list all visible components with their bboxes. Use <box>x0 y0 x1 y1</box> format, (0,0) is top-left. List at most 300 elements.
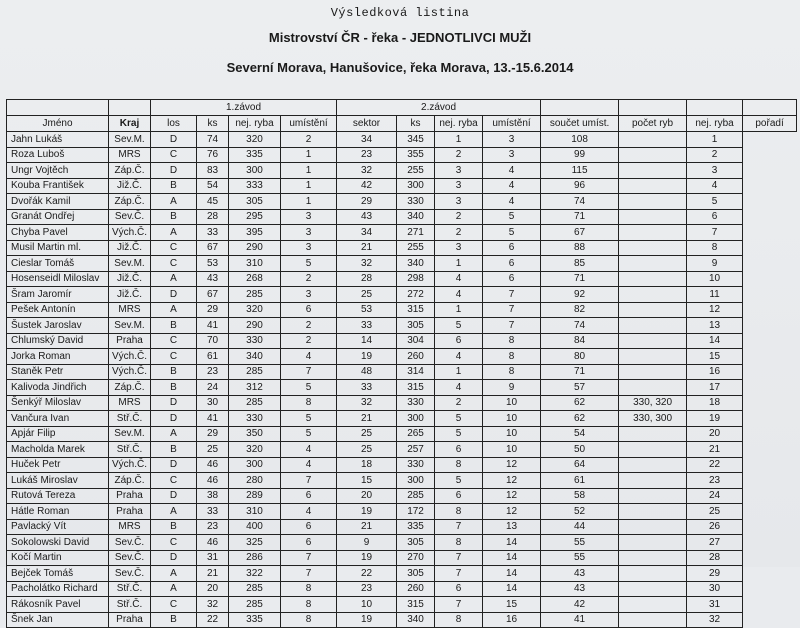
column-header-r1-place: umístění <box>281 116 337 132</box>
cell-r1-best: 289 <box>229 488 281 504</box>
cell-name: Šram Jaromír <box>7 287 109 303</box>
cell-name: Hosenseidl Miloslav <box>7 271 109 287</box>
column-header-r2-best: nej. ryba <box>435 116 483 132</box>
cell-r2-count: 260 <box>397 349 435 365</box>
cell-region: Sev.Č. <box>109 209 151 225</box>
table-row <box>7 395 797 411</box>
cell-r2-sector: 10 <box>337 597 397 613</box>
table-row <box>7 287 797 303</box>
cell-r1-count: 74 <box>197 132 229 148</box>
column-header-name: Jméno <box>7 116 109 132</box>
cell-r1-count: 38 <box>197 488 229 504</box>
cell-fish-count <box>619 457 687 473</box>
cell-best-fish: 13 <box>687 318 743 334</box>
table-row <box>7 612 797 628</box>
cell-region: Záp.Č. <box>109 380 151 396</box>
header-spacer <box>619 100 687 116</box>
cell-fish-count <box>619 473 687 489</box>
cell-r1-best: 290 <box>229 318 281 334</box>
cell-region: Již.Č. <box>109 178 151 194</box>
cell-r1-draw: B <box>151 209 197 225</box>
cell-r2-sector: 48 <box>337 364 397 380</box>
cell-sum: 71 <box>541 209 619 225</box>
cell-r2-place: 3 <box>483 132 541 148</box>
cell-r1-place: 6 <box>281 302 337 318</box>
cell-best-fish: 10 <box>687 271 743 287</box>
cell-r2-count: 340 <box>397 209 435 225</box>
cell-r2-count: 300 <box>397 473 435 489</box>
cell-fish-count <box>619 597 687 613</box>
cell-r1-place: 1 <box>281 178 337 194</box>
cell-best-fish: 6 <box>687 209 743 225</box>
cell-name: Pešek Antonín <box>7 302 109 318</box>
cell-sum: 62 <box>541 411 619 427</box>
cell-r2-place: 12 <box>483 504 541 520</box>
cell-r1-place: 4 <box>281 504 337 520</box>
cell-r2-place: 14 <box>483 535 541 551</box>
cell-best-fish: 1 <box>687 132 743 148</box>
cell-r1-place: 2 <box>281 318 337 334</box>
cell-r2-place: 8 <box>483 349 541 365</box>
table-row <box>7 566 797 582</box>
cell-name: Kalivoda Jindřich <box>7 380 109 396</box>
cell-sum: 44 <box>541 519 619 535</box>
column-header-best-fish: nej. ryba <box>687 116 743 132</box>
cell-r2-sector: 32 <box>337 163 397 179</box>
column-header-r1-draw: los <box>151 116 197 132</box>
cell-sum: 41 <box>541 612 619 628</box>
cell-r2-sector: 9 <box>337 535 397 551</box>
cell-sum: 52 <box>541 504 619 520</box>
cell-fish-count <box>619 380 687 396</box>
cell-best-fish: 30 <box>687 581 743 597</box>
cell-fish-count <box>619 256 687 272</box>
cell-r1-count: 41 <box>197 318 229 334</box>
cell-r1-best: 400 <box>229 519 281 535</box>
cell-best-fish: 2 <box>687 147 743 163</box>
cell-name: Dvořák Kamil <box>7 194 109 210</box>
cell-r1-count: 33 <box>197 504 229 520</box>
cell-r1-place: 6 <box>281 519 337 535</box>
cell-r2-count: 305 <box>397 535 435 551</box>
cell-r2-place: 12 <box>483 457 541 473</box>
cell-r1-best: 285 <box>229 395 281 411</box>
cell-region: Sev.M. <box>109 426 151 442</box>
group-header-round1: 1.závod <box>151 100 337 116</box>
cell-r2-best: 5 <box>435 411 483 427</box>
cell-r2-sector: 19 <box>337 550 397 566</box>
cell-best-fish: 29 <box>687 566 743 582</box>
cell-region: MRS <box>109 519 151 535</box>
cell-fish-count <box>619 535 687 551</box>
cell-r1-count: 46 <box>197 535 229 551</box>
cell-r1-best: 335 <box>229 612 281 628</box>
cell-region: Sev.M. <box>109 318 151 334</box>
cell-region: Stř.Č. <box>109 442 151 458</box>
cell-r2-place: 14 <box>483 550 541 566</box>
cell-r1-best: 290 <box>229 240 281 256</box>
cell-r2-best: 3 <box>435 240 483 256</box>
header-spacer <box>743 100 797 116</box>
cell-region: Sev.M. <box>109 132 151 148</box>
cell-name: Rutová Tereza <box>7 488 109 504</box>
cell-fish-count <box>619 612 687 628</box>
cell-r1-count: 67 <box>197 287 229 303</box>
cell-r1-draw: D <box>151 411 197 427</box>
cell-best-fish: 27 <box>687 535 743 551</box>
cell-r1-place: 6 <box>281 488 337 504</box>
cell-fish-count <box>619 163 687 179</box>
cell-name: Pavlacký Vít <box>7 519 109 535</box>
cell-r2-best: 2 <box>435 395 483 411</box>
cell-r1-place: 2 <box>281 132 337 148</box>
table-row <box>7 147 797 163</box>
cell-fish-count <box>619 581 687 597</box>
cell-region: Stř.Č. <box>109 581 151 597</box>
column-header-r2-place: umístění <box>483 116 541 132</box>
cell-r2-place: 7 <box>483 318 541 334</box>
document-subtitle: Mistrovství ČR - řeka - JEDNOTLIVCI MUŽI <box>268 30 532 45</box>
cell-r2-place: 14 <box>483 581 541 597</box>
cell-sum: 67 <box>541 225 619 241</box>
cell-r2-sector: 32 <box>337 395 397 411</box>
cell-r2-place: 6 <box>483 240 541 256</box>
cell-r2-place: 9 <box>483 380 541 396</box>
cell-r1-count: 29 <box>197 302 229 318</box>
cell-r1-draw: D <box>151 132 197 148</box>
cell-region: MRS <box>109 302 151 318</box>
cell-r1-best: 322 <box>229 566 281 582</box>
cell-name: Chyba Pavel <box>7 225 109 241</box>
cell-r2-place: 6 <box>483 271 541 287</box>
cell-r2-place: 7 <box>483 287 541 303</box>
column-header-r1-best: nej. ryba <box>229 116 281 132</box>
cell-r1-draw: A <box>151 302 197 318</box>
header-spacer <box>687 100 743 116</box>
cell-name: Cieslar Tomáš <box>7 256 109 272</box>
cell-r2-place: 3 <box>483 147 541 163</box>
cell-r1-count: 33 <box>197 225 229 241</box>
cell-r2-count: 304 <box>397 333 435 349</box>
cell-r1-count: 20 <box>197 581 229 597</box>
cell-fish-count <box>619 209 687 225</box>
cell-r2-sector: 18 <box>337 457 397 473</box>
document-venue: Severní Morava, Hanušovice, řeka Morava, 13.-15.6.2014 <box>226 60 574 75</box>
cell-r1-best: 268 <box>229 271 281 287</box>
cell-r1-draw: D <box>151 550 197 566</box>
cell-r2-best: 7 <box>435 597 483 613</box>
cell-r2-count: 315 <box>397 302 435 318</box>
cell-name: Apjár Filip <box>7 426 109 442</box>
cell-r2-count: 355 <box>397 147 435 163</box>
cell-sum: 80 <box>541 349 619 365</box>
table-row <box>7 349 797 365</box>
cell-r1-best: 333 <box>229 178 281 194</box>
cell-best-fish: 3 <box>687 163 743 179</box>
cell-fish-count <box>619 132 687 148</box>
cell-r2-place: 10 <box>483 395 541 411</box>
cell-fish-count <box>619 194 687 210</box>
cell-r1-count: 70 <box>197 333 229 349</box>
cell-best-fish: 7 <box>687 225 743 241</box>
cell-r1-place: 7 <box>281 364 337 380</box>
cell-r1-draw: D <box>151 395 197 411</box>
cell-region: Již.Č. <box>109 240 151 256</box>
cell-sum: 55 <box>541 550 619 566</box>
cell-r1-draw: C <box>151 333 197 349</box>
cell-r2-best: 2 <box>435 225 483 241</box>
cell-r1-place: 8 <box>281 597 337 613</box>
cell-r1-place: 8 <box>281 612 337 628</box>
cell-sum: 74 <box>541 194 619 210</box>
cell-r1-draw: A <box>151 581 197 597</box>
cell-r1-best: 312 <box>229 380 281 396</box>
cell-r1-place: 7 <box>281 566 337 582</box>
cell-r2-place: 6 <box>483 256 541 272</box>
cell-region: Sev.Č. <box>109 535 151 551</box>
cell-best-fish: 5 <box>687 194 743 210</box>
cell-sum: 92 <box>541 287 619 303</box>
cell-r1-count: 25 <box>197 442 229 458</box>
cell-region: Sev.Č. <box>109 566 151 582</box>
cell-r2-sector: 19 <box>337 349 397 365</box>
cell-r2-count: 265 <box>397 426 435 442</box>
cell-r1-place: 3 <box>281 225 337 241</box>
cell-name: Bejček Tomáš <box>7 566 109 582</box>
cell-sum: 82 <box>541 302 619 318</box>
cell-sum: 85 <box>541 256 619 272</box>
table-row <box>7 597 797 613</box>
cell-r1-place: 3 <box>281 209 337 225</box>
cell-sum: 108 <box>541 132 619 148</box>
cell-region: MRS <box>109 395 151 411</box>
cell-r2-count: 305 <box>397 566 435 582</box>
cell-r1-draw: C <box>151 240 197 256</box>
results-table-body <box>7 132 797 628</box>
cell-r1-draw: D <box>151 457 197 473</box>
cell-r1-place: 2 <box>281 333 337 349</box>
cell-r1-best: 300 <box>229 163 281 179</box>
cell-r2-count: 330 <box>397 457 435 473</box>
cell-sum: 96 <box>541 178 619 194</box>
cell-r1-draw: D <box>151 287 197 303</box>
cell-r2-sector: 53 <box>337 302 397 318</box>
cell-best-fish: 23 <box>687 473 743 489</box>
cell-r2-place: 12 <box>483 473 541 489</box>
cell-r2-count: 255 <box>397 240 435 256</box>
cell-r2-place: 8 <box>483 364 541 380</box>
cell-best-fish: 15 <box>687 349 743 365</box>
cell-region: Praha <box>109 504 151 520</box>
cell-r1-best: 285 <box>229 364 281 380</box>
cell-r1-draw: C <box>151 147 197 163</box>
cell-r1-draw: B <box>151 364 197 380</box>
table-row <box>7 333 797 349</box>
cell-name: Macholda Marek <box>7 442 109 458</box>
table-row <box>7 426 797 442</box>
cell-name: Staněk Petr <box>7 364 109 380</box>
cell-r1-best: 310 <box>229 256 281 272</box>
cell-r1-place: 7 <box>281 550 337 566</box>
column-header-r2-sector: sektor <box>337 116 397 132</box>
cell-r2-sector: 19 <box>337 612 397 628</box>
cell-r2-best: 3 <box>435 178 483 194</box>
cell-r2-best: 6 <box>435 581 483 597</box>
cell-r2-count: 330 <box>397 395 435 411</box>
cell-fish-count <box>619 271 687 287</box>
cell-region: Vých.Č. <box>109 225 151 241</box>
cell-r2-sector: 43 <box>337 209 397 225</box>
cell-r2-sector: 34 <box>337 132 397 148</box>
column-header-region: Kraj <box>109 116 151 132</box>
table-row <box>7 411 797 427</box>
cell-name: Lukáš Miroslav <box>7 473 109 489</box>
cell-region: Vých.Č. <box>109 349 151 365</box>
cell-r1-place: 2 <box>281 271 337 287</box>
cell-r1-count: 67 <box>197 240 229 256</box>
cell-r1-count: 31 <box>197 550 229 566</box>
cell-r2-place: 16 <box>483 612 541 628</box>
cell-r1-draw: D <box>151 163 197 179</box>
cell-r2-place: 4 <box>483 178 541 194</box>
cell-sum: 58 <box>541 488 619 504</box>
cell-fish-count <box>619 240 687 256</box>
cell-best-fish: 9 <box>687 256 743 272</box>
cell-r2-count: 340 <box>397 612 435 628</box>
cell-r2-sector: 33 <box>337 318 397 334</box>
cell-r1-count: 46 <box>197 457 229 473</box>
cell-r2-best: 4 <box>435 349 483 365</box>
cell-r2-sector: 23 <box>337 147 397 163</box>
cell-r2-best: 6 <box>435 488 483 504</box>
cell-r1-draw: C <box>151 349 197 365</box>
cell-sum: 115 <box>541 163 619 179</box>
cell-r1-count: 53 <box>197 256 229 272</box>
cell-r2-count: 345 <box>397 132 435 148</box>
cell-r1-draw: A <box>151 194 197 210</box>
cell-r2-count: 172 <box>397 504 435 520</box>
cell-region: Sev.Č. <box>109 550 151 566</box>
cell-r1-place: 1 <box>281 147 337 163</box>
cell-sum: 71 <box>541 271 619 287</box>
cell-r2-place: 13 <box>483 519 541 535</box>
cell-name: Vančura Ivan <box>7 411 109 427</box>
cell-r2-place: 5 <box>483 225 541 241</box>
cell-region: Vých.Č. <box>109 364 151 380</box>
cell-fish-count <box>619 178 687 194</box>
cell-r1-place: 5 <box>281 411 337 427</box>
cell-r2-sector: 15 <box>337 473 397 489</box>
cell-r2-best: 3 <box>435 163 483 179</box>
table-row <box>7 318 797 334</box>
cell-name: Sokolowski David <box>7 535 109 551</box>
cell-r1-draw: D <box>151 488 197 504</box>
cell-r1-draw: B <box>151 318 197 334</box>
cell-region: Stř.Č. <box>109 411 151 427</box>
cell-r2-count: 260 <box>397 581 435 597</box>
group-header-round2: 2.závod <box>337 100 541 116</box>
table-row <box>7 364 797 380</box>
cell-r2-count: 300 <box>397 411 435 427</box>
cell-r1-draw: B <box>151 178 197 194</box>
cell-r2-best: 1 <box>435 132 483 148</box>
table-row <box>7 209 797 225</box>
cell-name: Roza Luboš <box>7 147 109 163</box>
cell-r2-best: 8 <box>435 612 483 628</box>
cell-r2-sector: 22 <box>337 566 397 582</box>
cell-r1-count: 23 <box>197 364 229 380</box>
cell-r1-place: 4 <box>281 457 337 473</box>
cell-fish-count <box>619 488 687 504</box>
cell-r2-best: 8 <box>435 504 483 520</box>
cell-r1-best: 320 <box>229 132 281 148</box>
column-header-fish-count: počet ryb <box>619 116 687 132</box>
cell-r2-place: 4 <box>483 163 541 179</box>
column-header-rank: pořadí <box>743 116 797 132</box>
cell-r2-count: 272 <box>397 287 435 303</box>
cell-r2-best: 5 <box>435 473 483 489</box>
cell-r2-sector: 33 <box>337 380 397 396</box>
cell-fish-count <box>619 566 687 582</box>
column-header-r2-count: ks <box>397 116 435 132</box>
cell-best-fish: 28 <box>687 550 743 566</box>
table-row <box>7 225 797 241</box>
header-spacer <box>109 100 151 116</box>
cell-r2-best: 5 <box>435 318 483 334</box>
cell-r2-place: 5 <box>483 209 541 225</box>
cell-r1-best: 280 <box>229 473 281 489</box>
cell-sum: 57 <box>541 380 619 396</box>
cell-fish-count <box>619 318 687 334</box>
cell-r2-sector: 25 <box>337 442 397 458</box>
cell-r2-sector: 42 <box>337 178 397 194</box>
cell-r1-draw: A <box>151 566 197 582</box>
cell-fish-count <box>619 225 687 241</box>
cell-sum: 43 <box>541 566 619 582</box>
column-header-sum: součet umíst. <box>541 116 619 132</box>
cell-r1-place: 8 <box>281 395 337 411</box>
cell-name: Musil Martin ml. <box>7 240 109 256</box>
header-spacer <box>7 100 109 116</box>
cell-r1-count: 21 <box>197 566 229 582</box>
cell-r2-sector: 21 <box>337 240 397 256</box>
cell-region: Záp.Č. <box>109 163 151 179</box>
cell-r1-place: 4 <box>281 442 337 458</box>
cell-best-fish: 21 <box>687 442 743 458</box>
table-row <box>7 504 797 520</box>
cell-r1-draw: B <box>151 380 197 396</box>
cell-r2-count: 300 <box>397 178 435 194</box>
cell-r2-sector: 23 <box>337 581 397 597</box>
cell-r2-count: 255 <box>397 163 435 179</box>
cell-name: Jorka Roman <box>7 349 109 365</box>
cell-r1-draw: C <box>151 256 197 272</box>
cell-region: Praha <box>109 333 151 349</box>
cell-region: Vých.Č. <box>109 457 151 473</box>
cell-sum: 55 <box>541 535 619 551</box>
cell-r1-draw: B <box>151 519 197 535</box>
cell-region: Stř.Č. <box>109 597 151 613</box>
cell-r2-sector: 25 <box>337 426 397 442</box>
cell-r2-best: 1 <box>435 364 483 380</box>
cell-r1-place: 7 <box>281 473 337 489</box>
cell-r2-best: 2 <box>435 209 483 225</box>
cell-sum: 61 <box>541 473 619 489</box>
cell-r1-draw: C <box>151 473 197 489</box>
cell-r2-best: 6 <box>435 333 483 349</box>
table-row <box>7 442 797 458</box>
cell-best-fish: 12 <box>687 302 743 318</box>
